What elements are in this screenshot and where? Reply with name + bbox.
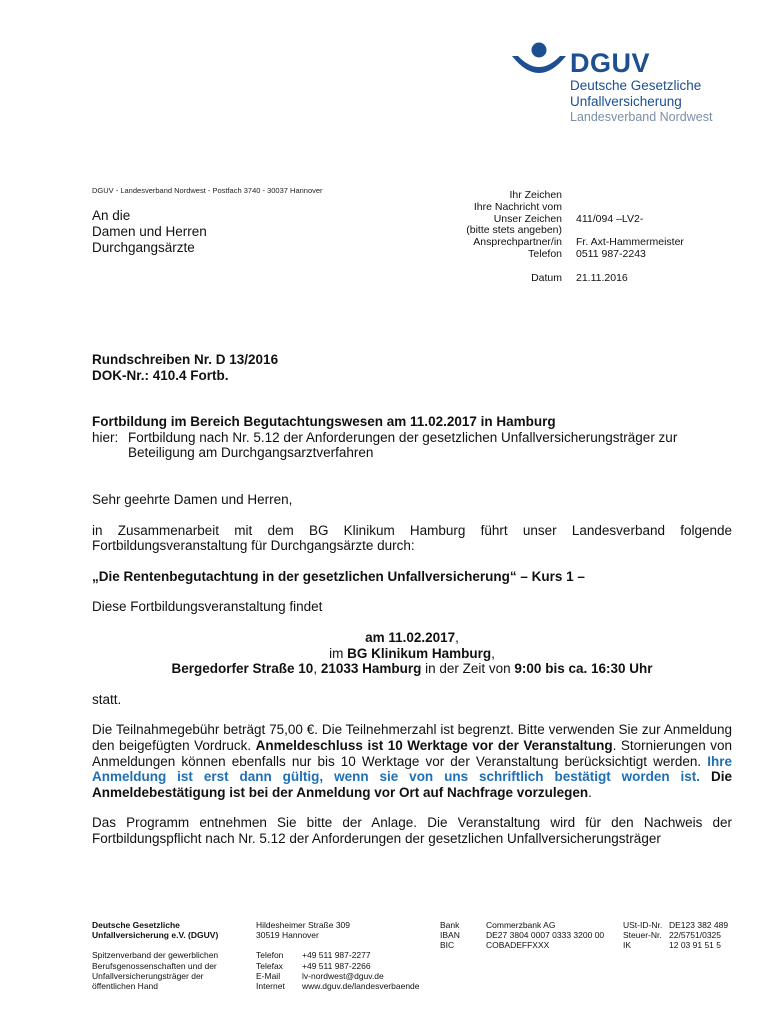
contact-phone: +49 511 987-2277 <box>302 950 371 961</box>
reference-label: Ihre Nachricht vom <box>473 200 562 213</box>
confirmation-notice: Ihre Anmeldung ist erst dann gültig, wenn sie von uns schriftlich bestätigt worden ist. <box>92 753 732 785</box>
bank-label: Bank <box>440 920 460 930</box>
event-street: Bergedorfer Straße 10 <box>171 661 314 677</box>
hier-text: Fortbildung nach Nr. 5.12 der Anforderungen der gesetzlichen Unfallversicherungsträger zur Beteiligung am Durchgangsarztverfahren <box>128 429 678 461</box>
bank-label: IBAN <box>440 930 460 941</box>
tax-label: USt-ID-Nr. <box>623 920 663 930</box>
event-intro: Diese Fortbildungsveranstaltung findet <box>92 599 323 615</box>
event-address-line <box>92 661 732 677</box>
reference-value: 0511 987-2243 <box>576 247 646 260</box>
address-line: Damen und Herren <box>92 224 207 239</box>
contact-label: Telefax <box>256 960 283 971</box>
footer-address <box>256 920 420 991</box>
registration-deadline: Anmeldeschluss ist 10 Werktage vor der Veranstaltung <box>255 737 613 753</box>
fee-text-3 <box>700 769 711 784</box>
address-line: Durchgangsärzte <box>92 240 195 255</box>
fee-text-1: Die Teilnahmegebühr beträgt 75,00 €. Die Teilnehmerzahl ist begrenzt. Bitte verwenden Sie zur Anmeldung den beigefügten Vordruck. <box>92 722 732 753</box>
footer-contact-row <box>256 981 420 991</box>
fee-paragraph <box>92 722 732 800</box>
footer-org-desc: Spitzenverband der gewerblichen <box>92 950 219 961</box>
logo-line-2: Unfallversicherung <box>570 94 682 109</box>
footer-bank <box>440 920 604 951</box>
event-place-suffix: , <box>491 645 495 661</box>
fee-text-4: . <box>588 784 592 800</box>
course-title: „Die Rentenbegutachtung in der gesetzlichen Unfallversicherung“ – Kurs 1 – <box>92 568 585 584</box>
footer-org-desc: öffentlichen Hand <box>92 981 159 992</box>
confirmation-required: Die Anmeldebestätigung ist bei der Anmeldung vor Ort auf Nachfrage vorzulegen <box>92 769 732 800</box>
bank-value: COBADEFFXXX <box>486 940 550 951</box>
letter-body <box>92 352 732 846</box>
footer-org-name: Deutsche Gesetzliche <box>92 920 180 930</box>
sender-line: DGUV - Landesverband Nordwest - Postfach 3740 - 30037 Hannover <box>92 186 323 195</box>
tax-row <box>623 920 728 930</box>
footer-contact-row <box>256 971 420 981</box>
reference-row-date <box>430 273 684 285</box>
address-line: An die <box>92 208 131 223</box>
contact-label: Internet <box>256 981 285 992</box>
footer-street: Hildesheimer Straße 309 <box>256 920 351 930</box>
dguv-emblem-icon <box>510 42 568 86</box>
event-details <box>92 630 732 677</box>
bank-row <box>440 940 604 950</box>
reference-label: Unser Zeichen <box>493 212 562 225</box>
tax-row <box>623 930 728 940</box>
bank-value: Commerzbank AG <box>486 920 556 930</box>
contact-website-link[interactable]: www.dguv.de/landesverbaende <box>302 981 420 992</box>
contact-fax: +49 511 987-2266 <box>302 960 371 971</box>
subject-hier <box>92 430 732 461</box>
contact-label: E-Mail <box>256 970 281 981</box>
tax-label: IK <box>623 940 632 951</box>
reference-label: Ihr Zeichen <box>509 189 562 201</box>
event-time-prefix: in der Zeit von <box>421 661 515 677</box>
event-date: am 11.02.2017 <box>365 629 456 645</box>
footer-contact-row <box>256 950 420 960</box>
bank-row <box>440 930 604 940</box>
fee-text-2: . Stornierungen von Anmeldungen können ebenfalls nur bis 10 Werktage vor der Veranstaltung berücksichtigt werden. <box>92 737 732 769</box>
reference-row <box>430 249 684 261</box>
logo-line-3: Landesverband Nordwest <box>570 110 713 124</box>
tax-label: Steuer-Nr. <box>623 930 662 941</box>
reference-label: Telefon <box>528 247 562 260</box>
footer-org <box>92 920 218 991</box>
footer-org-name: Unfallversicherung e.V. (DGUV) <box>92 930 219 941</box>
event-time: 9:00 bis ca. 16:30 Uhr <box>514 661 653 677</box>
contact-email-link[interactable]: lv-nordwest@dguv.de <box>302 970 384 981</box>
reference-label: Ansprechpartner/in <box>473 236 562 249</box>
event-date-line <box>92 630 732 646</box>
paragraph-intro: in Zusammenarbeit mit dem BG Klinikum Hamburg führt unser Landesverband folgende Fortbildungsveranstaltung für Durchgangsärzte durch: <box>92 522 732 554</box>
recipient-address <box>92 208 207 256</box>
logo-line-1: Deutsche Gesetzliche <box>570 78 702 93</box>
salutation: Sehr geehrte Damen und Herren, <box>92 491 293 507</box>
tax-value: DE123 382 489 <box>669 920 729 930</box>
footer-city: 30519 Hannover <box>256 930 319 941</box>
tax-value: 12 03 91 51 5 <box>669 940 721 951</box>
logo-wordmark: DGUV <box>570 48 651 78</box>
event-city: 21033 Hamburg <box>320 661 422 677</box>
event-place: BG Klinikum Hamburg <box>347 645 492 661</box>
program-paragraph: Das Programm entnehmen Sie bitte der Anlage. Die Veranstaltung wird für den Nachweis der Fortbildungspflicht nach Nr. 5.12 der Anforderungen der gesetzlichen Unfallversicherungsträger <box>92 815 732 846</box>
bank-row <box>440 920 604 930</box>
bank-value: DE27 3804 0007 0333 3200 00 <box>486 930 605 941</box>
event-place-line <box>92 646 732 662</box>
tax-value: 22/5751/0325 <box>669 930 721 941</box>
circular-number: Rundschreiben Nr. D 13/2016 <box>92 352 279 367</box>
contact-label: Telefon <box>256 950 284 961</box>
footer-org-desc: Berufsgenossenschaften und der <box>92 960 217 971</box>
reference-label: Datum <box>531 271 562 284</box>
document-number: DOK-Nr.: 410.4 Fortb. <box>92 367 229 383</box>
dguv-logo <box>510 42 720 126</box>
tax-row <box>623 940 728 950</box>
footer-org-desc: Unfallversicherungsträger der <box>92 970 204 981</box>
reference-value: Fr. Axt-Hammermeister <box>576 236 684 249</box>
reference-row <box>430 202 684 214</box>
reference-block <box>430 190 684 285</box>
footer-tax <box>623 920 728 951</box>
subject-title: Fortbildung im Bereich Begutachtungswesen am 11.02.2017 in Hamburg <box>92 414 556 430</box>
statt-text: statt. <box>92 691 122 707</box>
hier-label: hier: <box>92 429 119 445</box>
reference-value: 21.11.2016 <box>576 271 628 284</box>
bank-label: BIC <box>440 940 455 951</box>
event-date-suffix: , <box>455 629 459 645</box>
event-place-prefix: im <box>329 645 348 661</box>
reference-label: (bitte stets angeben) <box>466 224 562 237</box>
footer-contact-row <box>256 961 420 971</box>
reference-value: 411/094 –LV2- <box>576 212 644 225</box>
event-sep: , <box>313 661 321 677</box>
